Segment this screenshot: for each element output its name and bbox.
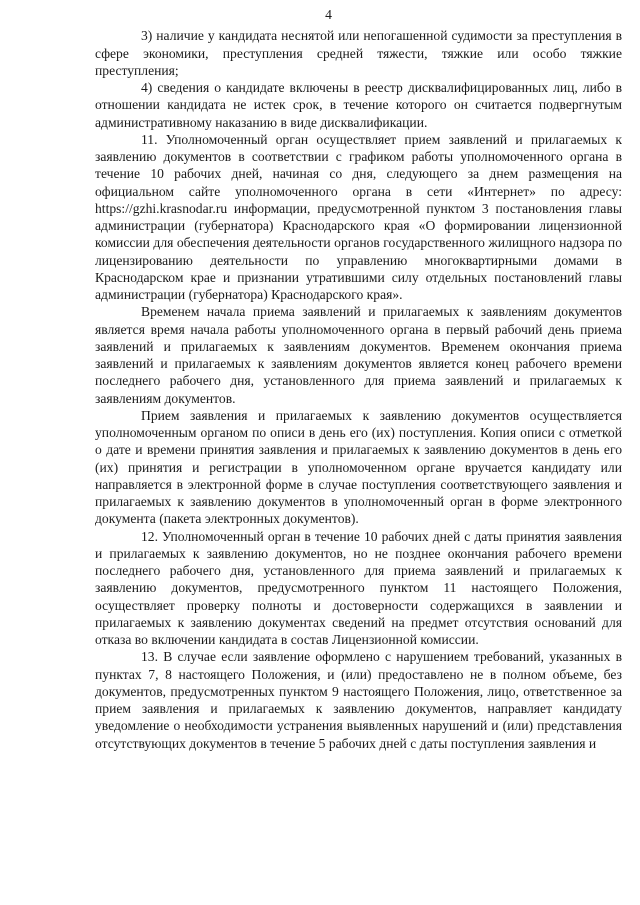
paragraph-clause-13: 13. В случае если заявление оформлено с нарушением требований, указанных в пунктах 7, 8 настоящего Положения, и (или) предоставлено не в полном объеме, без документов, предусмотренных пунктом 9 настоящего Положения, лицо, ответственное за прием заявления и прилагаемых к заявлению документов, направляет кандидату уведомление о необходимости устранения выявленных нарушений и (или) представления отсутствующих документов в течение 5 рабочих дней с даты поступления заявления и [95, 649, 622, 751]
paragraph-clause-11: 11. Уполномоченный орган осуществляет прием заявлений и прилагаемых к заявлению документов в соответствии с графиком работы уполномоченного органа в течение 10 рабочих дней, начиная со дня, следующего за днем размещения на официальном сайте уполномоченного органа в сети «Интернет» по адресу: https://gzhi.krasnodar.ru информации, предусмотренной пунктом 3 постановления главы администрации (губернатора) Краснодарского края «О формировании лицензионной комиссии для обеспечения деятельности органов государственного жилищного надзора по лицензированию деятельности по управлению многоквартирными домами в Краснодарском крае и признании утратившими силу отдельных постановлений главы администрации (губернатора) Краснодарского края». [95, 131, 622, 302]
paragraph-item-3: 3) наличие у кандидата неснятой или непогашенной судимости за преступления в сфере экономики, преступления средней тяжести, тяжкие или особо тяжкие преступления; [95, 28, 622, 78]
paragraph-reception-inventory: Прием заявления и прилагаемых к заявлению документов осуществляется уполномоченным органом по описи в день его (их) поступления. Копия описи с отметкой о дате и времени принятия заявления и прилагаемых к заявлению документов в день его (их) принятия и регистрации в уполномоченном органе вручается кандидату или направляется в электронной форме в случае поступления соответствующего заявления и прилагаемых к заявлению документов в уполномоченный орган в форме электронного документа (пакета электронных документов). [95, 407, 622, 527]
paragraph-reception-time: Временем начала приема заявлений и прилагаемых к заявлениям документов является время начала работы уполномоченного органа в первый рабочий день приема заявлений и прилагаемых к заявлениям документов. Временем окончания приема заявлений и прилагаемых к заявлениям документов является конец рабочего времени последнего рабочего дня, установленного для приема заявлений и прилагаемых к заявлениям документов. [95, 304, 622, 406]
page-number: 4 [325, 7, 332, 22]
paragraph-item-4: 4) сведения о кандидате включены в реестр дисквалифицированных лиц, либо в отношении кандидата не истек срок, в течение которого он считается подвергнутым административному наказанию в виде дисквалификации. [95, 80, 622, 130]
paragraph-clause-12: 12. Уполномоченный орган в течение 10 рабочих дней с даты принятия заявления и прилагаемых к заявлению документов, но не позднее окончания рабочего времени последнего рабочего дня, установленного для приема заявлений и прилагаемых к заявлению документов, предусмотренного пунктом 11 настоящего Положения, осуществляет проверку полноты и достоверности содержащихся в заявлении и прилагаемых к заявлению документах сведений на предмет отсутствия оснований для отказа во включении кандидата в состав Лицензионной комиссии. [95, 528, 622, 647]
